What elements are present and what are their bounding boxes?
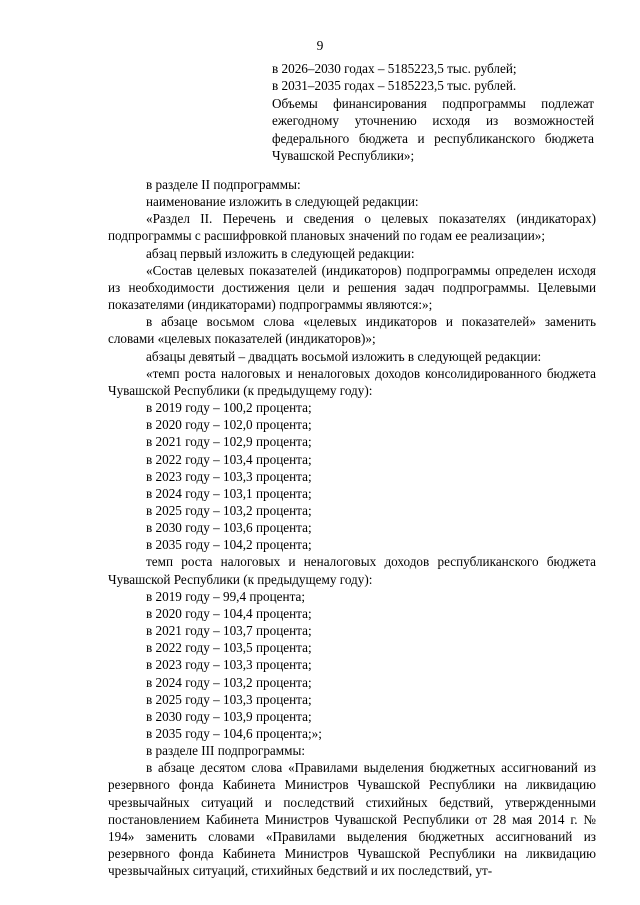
rate-item: в 2020 году – 102,0 процента; — [146, 417, 312, 433]
rate-item: в 2025 году – 103,3 процента; — [146, 691, 312, 707]
republican-rates-list — [108, 588, 596, 742]
rate-item: в 2035 году – 104,2 процента; — [146, 537, 312, 553]
financing-2031-2035-line: в 2031–2035 годах – 5185223,5 тыс. рублей. — [272, 78, 517, 94]
indicators-composition-quote: «Состав целевых показателей (индикаторов) подпрограммы определен исходя из необходимости достижения цели и решения задач подпрограммы. Целевыми показателями (индикаторами) подпрограммы являются:»; — [108, 262, 596, 313]
rate-item: в 2019 году – 99,4 процента; — [146, 588, 306, 604]
consolidated-rates-list — [108, 399, 596, 553]
amendments-body — [108, 176, 596, 879]
rate-item: в 2035 году – 104,6 процента;»; — [146, 726, 322, 741]
rate-item: в 2024 году – 103,1 процента; — [146, 485, 312, 501]
first-paragraph-instruction: абзац первый изложить в следующей редакции: — [146, 245, 415, 261]
rate-item: в 2022 году – 103,4 процента; — [146, 451, 312, 467]
financing-note-paragraph: Объемы финансирования подпрограммы подлежат ежегодному уточнению исходя из возможностей федерального бюджета и республиканского бюджета Чувашской Республики»; — [272, 95, 594, 164]
section-ii-title-quote: «Раздел II. Перечень и сведения о целевых показателях (индикаторах) подпрограммы с расшифровкой плановых значений по годам ее реализации»; — [108, 211, 596, 244]
section-ii-heading: в разделе II подпрограммы: — [146, 177, 301, 192]
title-instruction: наименование изложить в следующей редакции: — [146, 194, 419, 210]
tenth-paragraph-amendment: в абзаце десятом слова «Правилами выделения бюджетных ассигнований из резервного фонда Кабинета Министров Чувашской Республики на ликвидацию чрезвычайных ситуаций и последствий стихийных бедствий, утвержденными постановлением Кабинета Министров Чувашской Республики от 28 мая 2014 г. № 194» заменить словами «Правилами выделения бюджетных ассигнований из резервного фонда Кабинета Министров Чувашской Республики на ликвидацию чрезвычайных ситуаций, стихийных бедствий и их последствий, ут- — [108, 760, 596, 879]
rate-item: в 2021 году – 102,9 процента; — [146, 434, 312, 450]
page-number: 9 — [316, 38, 324, 53]
rate-item: в 2021 году – 103,7 процента; — [146, 623, 312, 639]
rate-item: в 2030 году – 103,9 процента; — [146, 708, 312, 724]
rate-item: в 2019 году – 100,2 процента; — [146, 400, 312, 416]
republican-budget-heading: темп роста налоговых и неналоговых доходов республиканского бюджета Чувашской Республики (к предыдущему году): — [108, 554, 596, 587]
paragraphs-9-28-instruction: абзацы девятый – двадцать восьмой изложить в следующей редакции: — [146, 348, 542, 364]
eighth-paragraph-instruction: в абзаце восьмом слова «целевых индикаторов и показателей» заменить словами «целевых показателей (индикаторов)»; — [108, 314, 596, 347]
financing-2026-2030-line: в 2026–2030 годах – 5185223,5 тыс. рублей; — [272, 61, 517, 76]
financing-summary-block — [272, 60, 594, 164]
consolidated-budget-heading: «темп роста налоговых и неналоговых доходов консолидированного бюджета Чувашской Республики (к предыдущему году): — [108, 365, 596, 398]
rate-item: в 2024 году – 103,2 процента; — [146, 674, 312, 690]
section-iii-heading: в разделе III подпрограммы: — [146, 743, 306, 759]
rate-item: в 2023 году – 103,3 процента; — [146, 468, 312, 484]
rate-item: в 2023 году – 103,3 процента; — [146, 657, 312, 673]
rate-item: в 2020 году – 104,4 процента; — [146, 605, 312, 621]
rate-item: в 2025 году – 103,2 процента; — [146, 502, 312, 518]
rate-item: в 2030 году – 103,6 процента; — [146, 520, 312, 536]
rate-item: в 2022 году – 103,5 процента; — [146, 640, 312, 656]
